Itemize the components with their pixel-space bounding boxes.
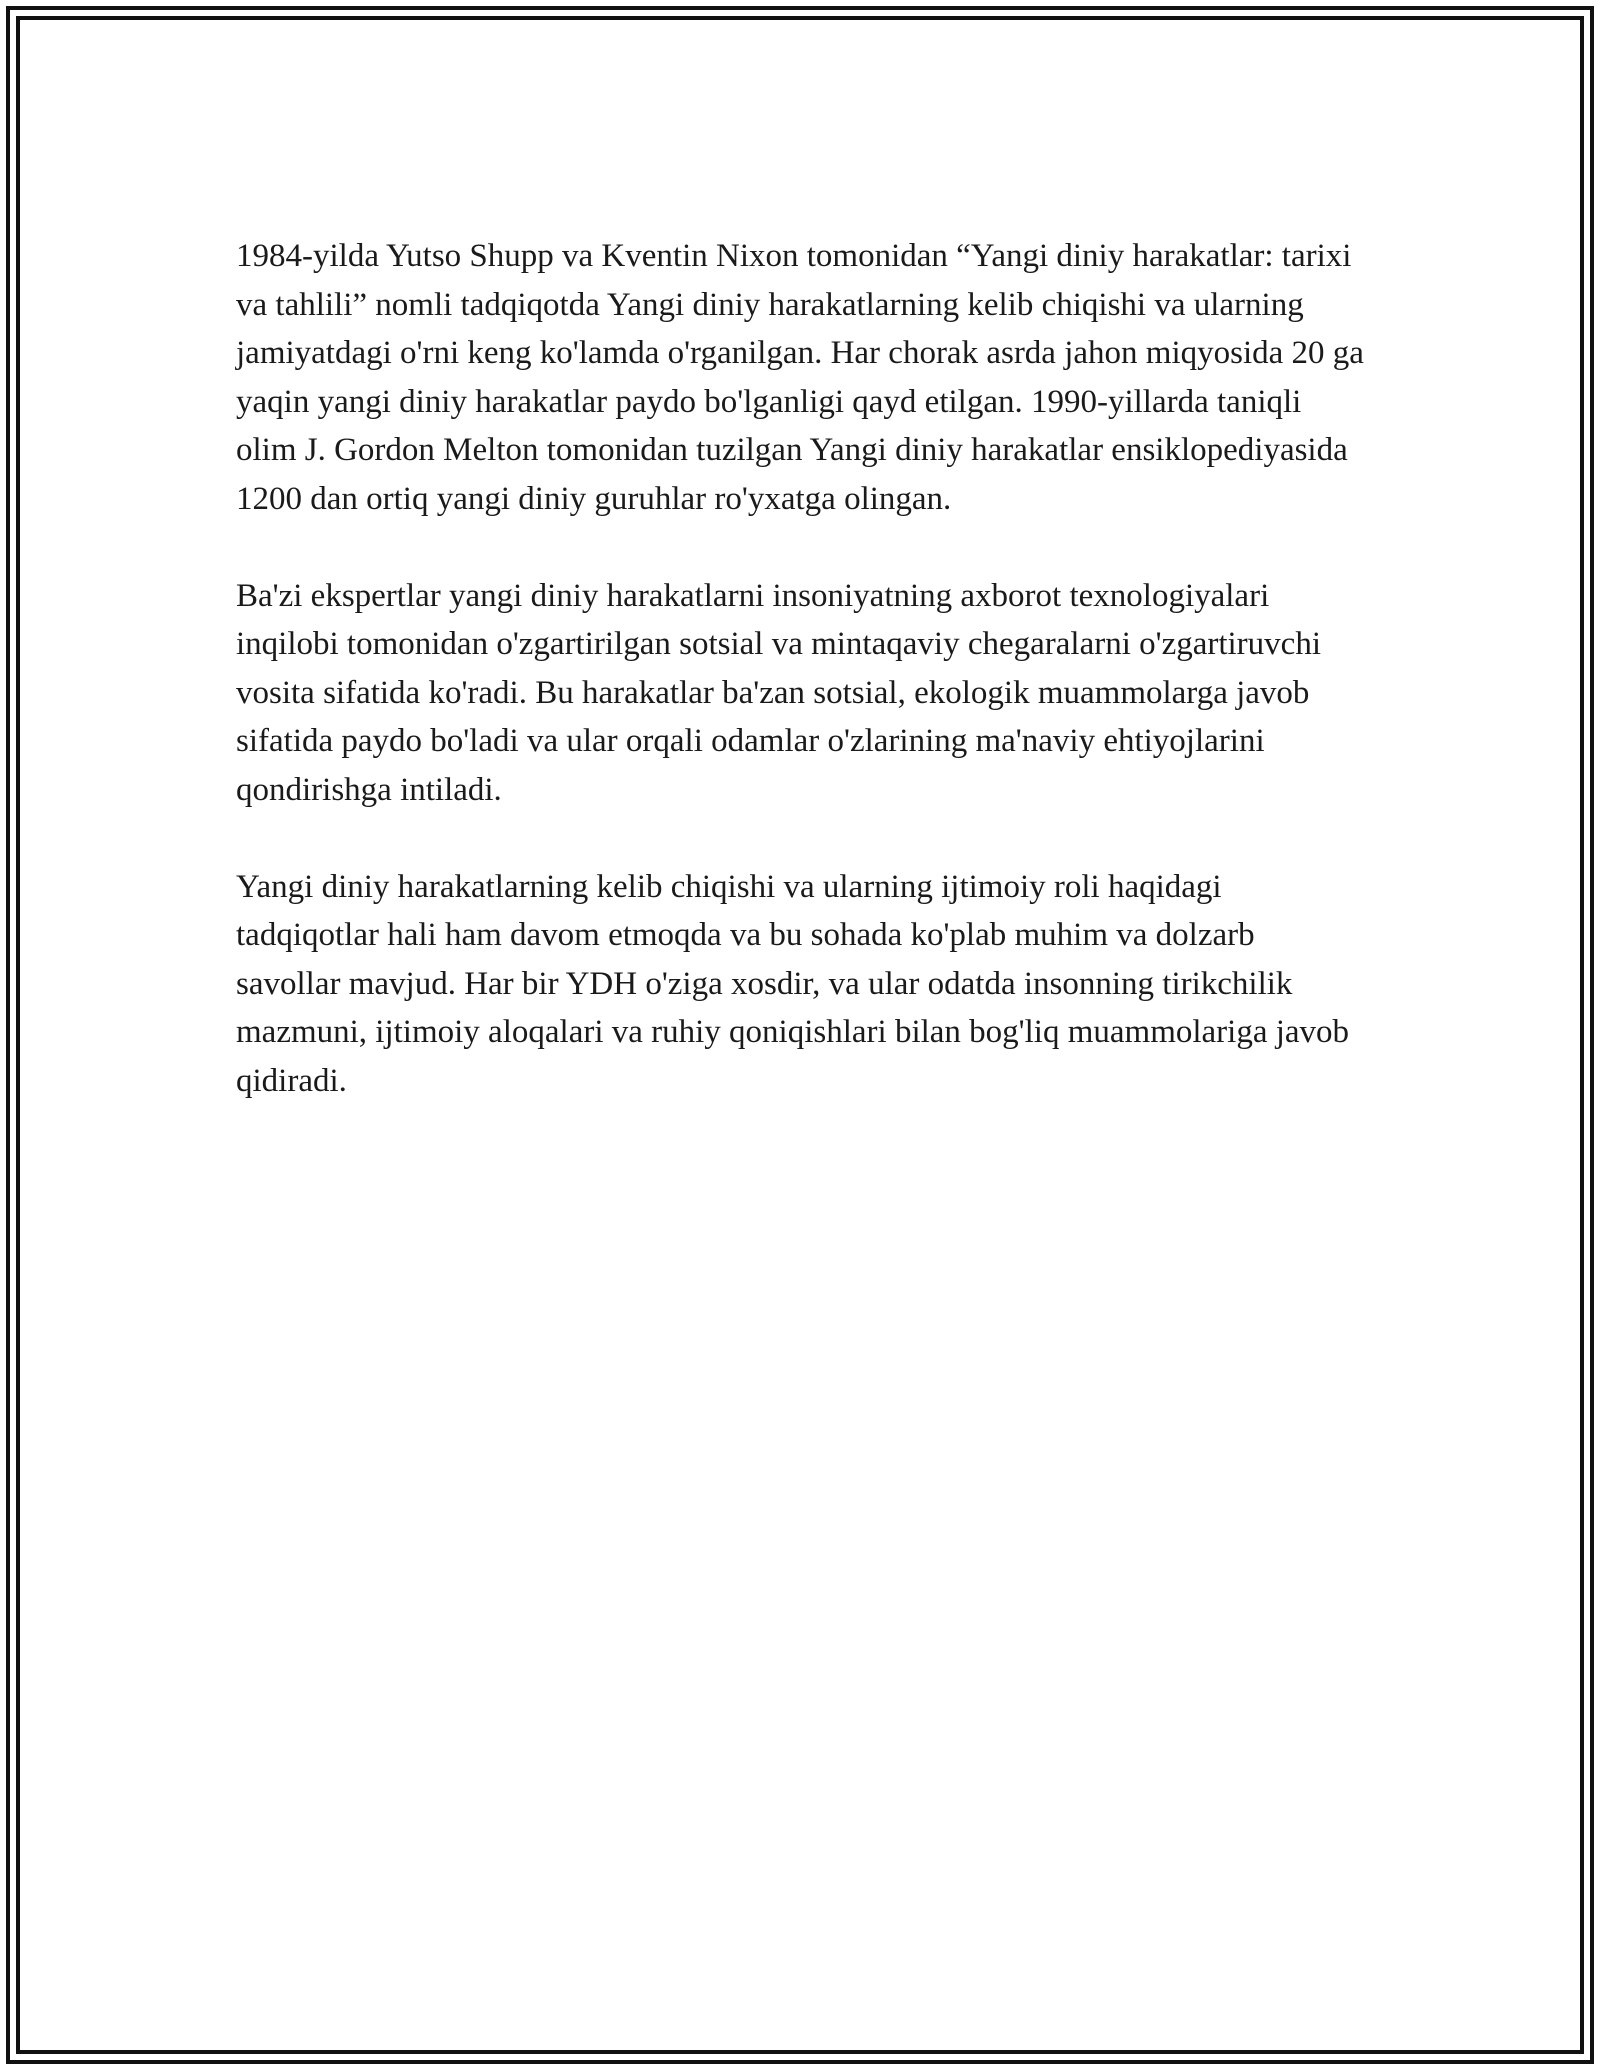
paragraph-2: Ba'zi ekspertlar yangi diniy harakatlarni insoniyatning axborot texnologiyalari inqilobi tomonidan o'zgartirilgan sotsial va mintaqaviy chegaralarni o'zgartiruvchi vosita sifatida ko'radi. Bu harakatlar ba'zan sotsial, ekologik muammolarga javob sifatida paydo bo'ladi va ular orqali odamlar o'zlarining ma'naviy ehtiyojlarini qondirishga intiladi. — [236, 577, 1321, 808]
paragraph-1: 1984-yilda Yutso Shupp va Kventin Nixon tomonidan “Yangi diniy harakatlar: tarixi va tahlili” nomli tadqiqotda Yangi diniy harakatlarning kelib chiqishi va ularning jamiyatdagi o'rni keng ko'lamda o'rganilgan. Har chorak asrda jahon miqyosida 20 ga yaqin yangi diniy harakatlar paydo bo'lganligi qayd etilgan. 1990-yillarda taniqli olim J. Gordon Melton tomonidan tuzilgan Yangi diniy harakatlar ensiklopediyasida 1200 dan ortiq yangi diniy guruhlar ro'yxatga olingan. — [236, 238, 1364, 517]
paragraph-3: Yangi diniy harakatlarning kelib chiqishi va ularning ijtimoiy roli haqidagi tadqiqotlar hali ham davom etmoqda va bu sohada ko'plab muhim va dolzarb savollar mavjud. Har bir YDH o'ziga xosdir, va ular odatda insonning tirikchilik mazmuni, ijtimoiy aloqalari va ruhiy qoniqishlari bilan bog'liq muammolariga javob qidiradi. — [236, 868, 1350, 1099]
document-body — [236, 232, 1366, 1154]
